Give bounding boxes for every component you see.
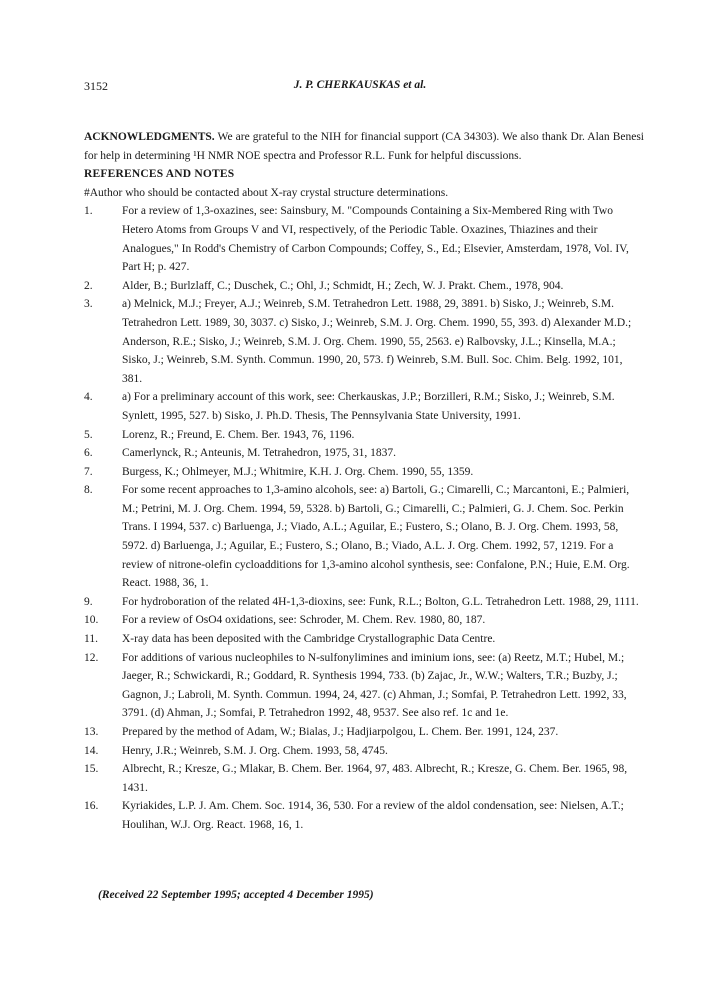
reference-number: 11. bbox=[84, 633, 98, 646]
reference-item bbox=[84, 760, 644, 797]
reference-number: 10. bbox=[84, 614, 99, 627]
reference-text: For hydroboration of the related 4H-1,3-dioxins, see: Funk, R.L.; Bolton, G.L. Tetrahedron Lett. 1988, 29, 1111. bbox=[122, 595, 639, 608]
reference-list bbox=[84, 202, 644, 834]
reference-text: For some recent approaches to 1,3-amino alcohols, see: a) Bartoli, G.; Cimarelli, C.; Marcantoni, E.; Palmieri, M.; Petrini, M. J. Org. Chem. 1994, 59, 5328. b) Bartoli, G.; Cimarelli, C.; Palmieri, G. J. Chem. Soc. Perkin Trans. I 1994, 537. c) Barluenga, J.; Viado, A.L.; Aguilar, E.; Fustero, S.; Olano, B. J. Org. Chem. 1993, 58, 5972. d) Barluenga, J.; Aguilar, E.; Fustero, S.; Olano, B.; Viado, A.L. J. Org. Chem. 1992, 57, 1219. For a review of nitrone-olefin cycloadditions for 1,3-amino alcohol synthesis, see: Confalone, P.N.; Huie, E.M. Org. React. 1988, 36, 1. bbox=[122, 484, 630, 590]
page-header bbox=[0, 79, 720, 99]
reference-item bbox=[84, 481, 644, 593]
reference-item bbox=[84, 630, 644, 649]
reference-item bbox=[84, 277, 644, 296]
reference-text: For a review of 1,3-oxazines, see: Sainsbury, M. "Compounds Containing a Six-Membered Ring with Two Hetero Atoms from Groups V and VI, respectively, of the Periodic Table. Oxazines, Thiazines and their Analogues," In Rodd's Chemistry of Carbon Compounds; Coffey, S., Ed.; Elsevier, Amsterdam, 1978, Vol. IV, Part H; p. 427. bbox=[122, 205, 629, 274]
reference-text: For a review of OsO4 oxidations, see: Schroder, M. Chem. Rev. 1980, 80, 187. bbox=[122, 614, 486, 627]
reference-item bbox=[84, 649, 644, 723]
reference-number: 12. bbox=[84, 651, 99, 664]
reference-number: 15. bbox=[84, 763, 99, 776]
reference-text: Alder, B.; Burlzlaff, C.; Duschek, C.; Ohl, J.; Schmidt, H.; Zech, W. J. Prakt. Chem., 1978, 904. bbox=[122, 279, 564, 292]
page-number: 3152 bbox=[84, 79, 108, 93]
reference-item bbox=[84, 611, 644, 630]
reference-text: Kyriakides, L.P. J. Am. Chem. Soc. 1914, 36, 530. For a review of the aldol condensation, see: Nielsen, A.T.; Houlihan, W.J. Org. React. 1968, 16, 1. bbox=[122, 800, 624, 831]
reference-number: 9. bbox=[84, 595, 93, 608]
reference-text: a) For a preliminary account of this work, see: Cherkauskas, J.P.; Borzilleri, R.M.; Sisko, J.; Weinreb, S.M. Synlett, 1995, 527. b) Sisko, J. Ph.D. Thesis, The Pennsylvania State University, 1991. bbox=[122, 391, 615, 422]
reference-number: 8. bbox=[84, 484, 93, 497]
acknowledgments-text: We are grateful to the NIH for financial support (CA 34303). We also thank Dr. Alan Benesi for help in determining ¹H NMR NOE spectra and Professor R.L. Funk for helpful discussions. bbox=[84, 131, 644, 162]
reference-text: Burgess, K.; Ohlmeyer, M.J.; Whitmire, K.H. J. Org. Chem. 1990, 55, 1359. bbox=[122, 465, 474, 478]
reference-text: a) Melnick, M.J.; Freyer, A.J.; Weinreb, S.M. Tetrahedron Lett. 1988, 29, 3891. b) Sisko, J.; Weinreb, S.M. Tetrahedron Lett. 1989, 30, 3037. c) Sisko, J.; Weinreb, S.M. J. Org. Chem. 1990, 55, 393. d) Alexander M.D.; Anderson, R.E.; Sisko, J.; Weinreb, S.M. J. Org. Chem. 1990, 55, 2563. e) Ralbovsky, J.L.; Kinsella, M.A.; Sisko, J.; Weinreb, S.M. Synth. Commun. 1990, 20, 573. f) Weinreb, S.M. Bull. Soc. Chim. Belg. 1992, 101, 381. bbox=[122, 298, 632, 385]
references-heading: REFERENCES AND NOTES bbox=[84, 168, 235, 181]
reference-number: 14. bbox=[84, 744, 99, 757]
reference-item bbox=[84, 593, 644, 612]
reference-number: 13. bbox=[84, 726, 99, 738]
reference-text: Henry, J.R.; Weinreb, S.M. J. Org. Chem. 1993, 58, 4745. bbox=[122, 744, 388, 757]
reference-item bbox=[84, 426, 644, 445]
reference-item bbox=[84, 742, 644, 761]
reference-item bbox=[84, 295, 644, 388]
reference-item bbox=[84, 202, 644, 276]
reference-item bbox=[84, 444, 644, 463]
reference-number: 3. bbox=[84, 298, 93, 311]
reference-number: 16. bbox=[84, 800, 99, 813]
reference-item bbox=[84, 797, 644, 834]
reference-number: 1. bbox=[84, 205, 93, 218]
author-note: #Author who should be contacted about X-ray crystal structure determinations. bbox=[84, 186, 449, 199]
reference-text: X-ray data has been deposited with the Cambridge Crystallographic Data Centre. bbox=[122, 633, 496, 646]
received-dates: (Received 22 September 1995; accepted 4 December 1995) bbox=[98, 889, 374, 901]
reference-number: 4. bbox=[84, 391, 93, 404]
acknowledgments bbox=[84, 128, 644, 165]
reference-number: 7. bbox=[84, 465, 93, 478]
reference-text: Camerlynck, R.; Anteunis, M. Tetrahedron, 1975, 31, 1837. bbox=[122, 447, 396, 460]
reference-text: Lorenz, R.; Freund, E. Chem. Ber. 1943, 76, 1196. bbox=[122, 428, 355, 441]
reference-item bbox=[84, 388, 644, 425]
reference-item bbox=[84, 463, 644, 482]
acknowledgments-label: ACKNOWLEDGMENTS. bbox=[84, 131, 215, 143]
reference-text: Prepared by the method of Adam, W.; Bialas, J.; Hadjiarpolgou, L. Chem. Ber. 1991, 124, 237. bbox=[122, 726, 559, 738]
reference-text: For additions of various nucleophiles to N-sulfonylimines and iminium ions, see: (a) Reetz, M.T.; Hubel, M.; Jaeger, R.; Schwickardi, R.; Goddard, R. Synthesis 1994, 733. (b) Zajac, Jr., W.W.; Walters, T.R.; Buzby, J.; Gagnon, J.; Labroli, M. Synth. Commun. 1994, 24, 427. (c) Ahman, J.; Somfai, P. Tetrahedron Lett. 1992, 33, 3791. (d) Ahman, J.; Somfai, P. Tetrahedron 1992, 48, 9537. See also ref. 1c and 1e. bbox=[122, 651, 627, 720]
reference-number: 2. bbox=[84, 279, 93, 292]
reference-number: 5. bbox=[84, 428, 93, 441]
reference-item bbox=[84, 723, 644, 742]
running-head: J. P. CHERKAUSKAS et al. bbox=[293, 79, 427, 91]
reference-number: 6. bbox=[84, 447, 93, 460]
page-content bbox=[84, 128, 644, 835]
reference-text: Albrecht, R.; Kresze, G.; Mlakar, B. Chem. Ber. 1964, 97, 483. Albrecht, R.; Kresze, G. Chem. Ber. 1965, 98, 1431. bbox=[122, 763, 628, 794]
